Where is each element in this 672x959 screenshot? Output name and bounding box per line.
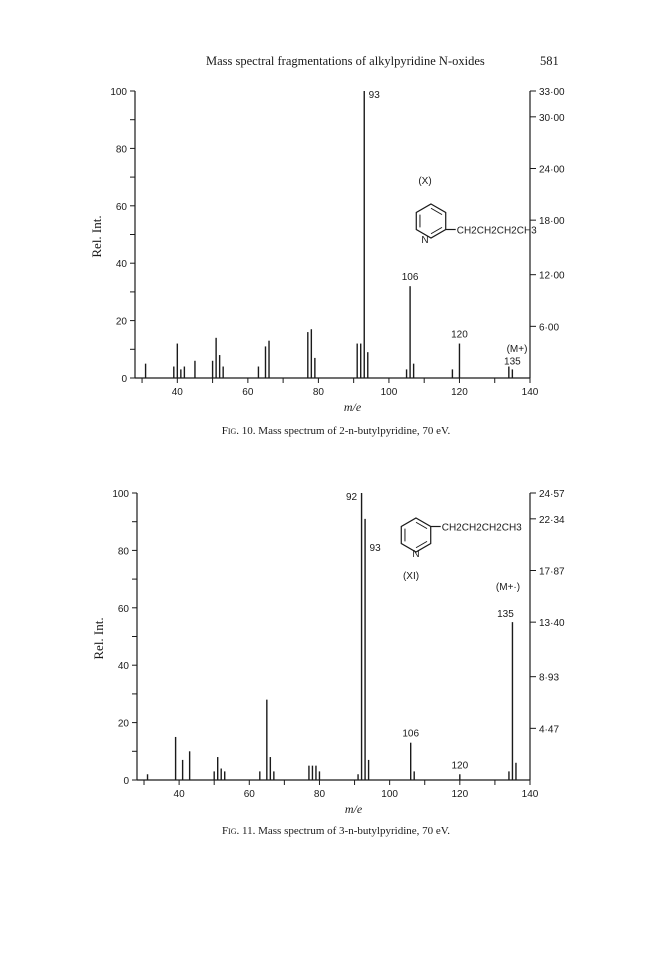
mass-spectrum-chart-fig11 <box>0 480 672 850</box>
pyridine-ring <box>416 204 445 238</box>
right-axis-label: 30·00 <box>539 112 565 124</box>
x-tick-label: 140 <box>521 387 539 398</box>
x-axis-label: m/e <box>344 802 363 816</box>
figure-10 <box>0 80 672 437</box>
right-axis-label: 13·40 <box>539 618 565 630</box>
x-tick-label: 140 <box>521 789 539 800</box>
y-tick-label: 60 <box>117 603 129 615</box>
peak-label: 92 <box>346 492 358 503</box>
nitrogen-atom-label: N <box>412 549 420 560</box>
figure-label: Fig. 10. <box>221 425 256 437</box>
peak-label: 106 <box>402 728 420 740</box>
substituent-formula: CH2CH2CH2CH3 <box>456 225 537 237</box>
figure-caption-text: Mass spectrum of 3-n-butylpyridine, 70 eV. <box>258 825 451 837</box>
figure-11 <box>0 480 672 850</box>
x-tick-label: 100 <box>380 387 398 398</box>
molecular-ion-label: (M+) <box>506 344 528 355</box>
y-tick-label: 80 <box>115 144 127 156</box>
nitrogen-atom-label: N <box>421 235 429 246</box>
y-tick-label: 100 <box>110 87 127 98</box>
y-axis-label: Rel. Int. <box>89 215 104 258</box>
y-tick-label: 0 <box>121 374 127 385</box>
y-tick-label: 0 <box>123 776 129 787</box>
figure-caption <box>0 425 672 437</box>
peak-label: 93 <box>368 90 380 101</box>
y-tick-label: 40 <box>117 661 129 673</box>
compound-label: (X) <box>418 176 432 187</box>
figure-label: Fig. 11. <box>221 825 256 837</box>
molecular-ion-label: (M+·) <box>495 582 521 593</box>
peak-label: 135 <box>504 356 521 368</box>
right-axis-label: 8·93 <box>539 672 560 684</box>
right-axis-label: 33·00 <box>539 87 565 98</box>
compound-label: (XI) <box>402 571 420 582</box>
x-axis-label: m/e <box>343 400 362 414</box>
y-tick-label: 40 <box>115 259 127 271</box>
figure-caption <box>0 825 672 837</box>
substituent-formula: CH2CH2CH2CH3 <box>441 522 522 534</box>
peak-label: 93 <box>369 542 381 554</box>
mass-spectrum-chart-fig10 <box>0 80 672 430</box>
right-axis-label: 17·87 <box>539 566 565 578</box>
x-tick-label: 120 <box>451 789 469 800</box>
right-axis-label: 12·00 <box>539 270 565 282</box>
x-tick-label: 60 <box>243 789 255 800</box>
x-tick-label: 80 <box>313 789 326 800</box>
x-tick-label: 40 <box>171 387 183 398</box>
peak-label: 120 <box>451 329 468 341</box>
y-tick-label: 20 <box>117 718 129 730</box>
right-axis-label: 22·34 <box>539 514 565 526</box>
right-axis-label: 18·00 <box>539 216 565 228</box>
y-tick-label: 20 <box>115 316 127 328</box>
right-axis-label: 24·00 <box>539 164 565 176</box>
y-axis-label: Rel. Int. <box>91 617 106 660</box>
right-axis-label: 6·00 <box>539 322 560 334</box>
figure-caption-text: Mass spectrum of 2-n-butylpyridine, 70 eV. <box>258 425 451 437</box>
right-axis-label: 24·57 <box>539 489 565 500</box>
page-number: 581 <box>540 54 559 68</box>
x-tick-label: 120 <box>451 387 468 398</box>
x-tick-label: 40 <box>173 789 185 800</box>
page-header <box>0 54 672 74</box>
peak-label: 135 <box>497 609 514 621</box>
x-tick-label: 100 <box>381 789 398 800</box>
x-tick-label: 80 <box>312 387 324 398</box>
pyridine-ring <box>401 518 430 552</box>
running-title: Mass spectral fragmentations of alkylpyridine N-oxides <box>206 54 485 68</box>
y-tick-label: 60 <box>115 201 127 213</box>
x-tick-label: 60 <box>242 387 254 398</box>
y-tick-label: 100 <box>112 489 129 500</box>
y-tick-label: 80 <box>117 546 129 558</box>
peak-label: 120 <box>451 760 469 772</box>
right-axis-label: 4·47 <box>539 724 560 736</box>
peak-label: 106 <box>401 272 419 284</box>
